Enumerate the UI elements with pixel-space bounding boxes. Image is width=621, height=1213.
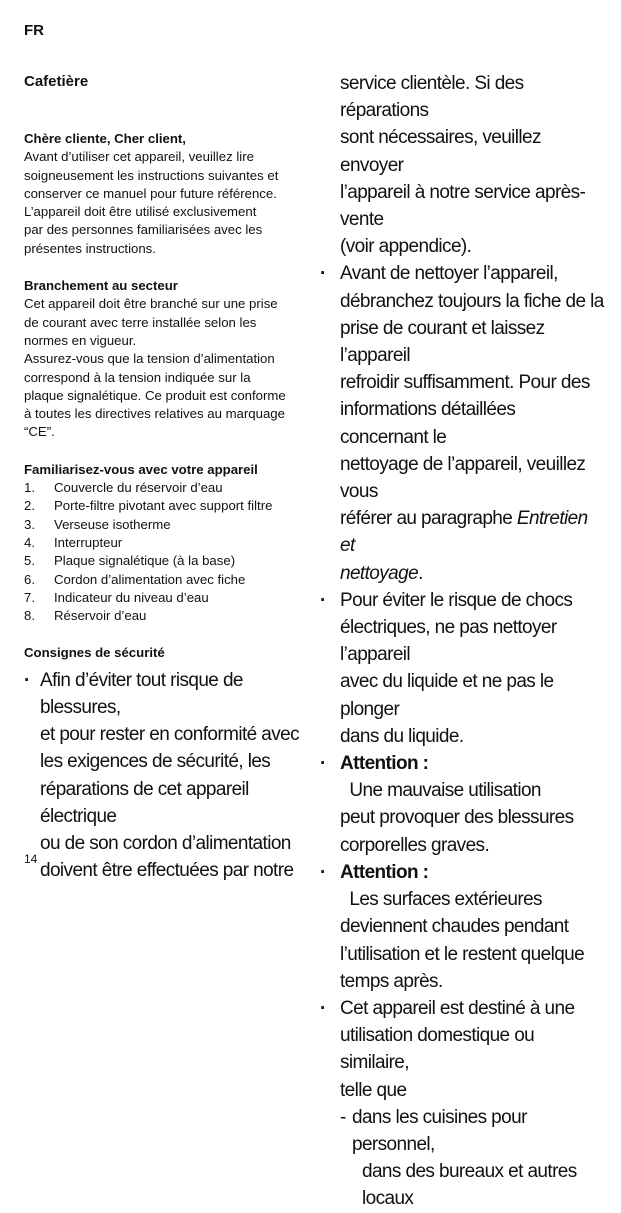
safety-bullet-cleaning	[320, 260, 605, 586]
bullet-icon: ·	[320, 589, 326, 611]
bullet-line: refroidir suffisamment. Pour des	[340, 372, 590, 394]
bullet-line: l’appareil à notre service après-vente	[340, 181, 586, 231]
intro-heading: Chère cliente, Cher client,	[24, 131, 186, 146]
bullet-line: débranchez toujours la fiche de la	[340, 290, 604, 312]
branchement-line: à toutes les directives relatives au marquage	[24, 406, 285, 422]
text-fragment: .	[418, 562, 423, 584]
intro-line: conserver ce manuel pour future référence.	[24, 185, 277, 201]
bullet-line	[340, 505, 605, 559]
bullet-line: telle que	[340, 1079, 407, 1101]
item-number: 7.	[24, 589, 35, 605]
bullet-line: utilisation domestique ou similaire,	[340, 1025, 535, 1074]
list-item	[24, 607, 309, 625]
bullet-line: Pour éviter le risque de chocs	[340, 589, 573, 611]
branchement-line: de courant avec terre installée selon les	[24, 314, 257, 330]
bullet-line: les exigences de sécurité, les	[40, 751, 271, 773]
item-text: Réservoir d’eau	[54, 608, 147, 624]
intro-line: L’appareil doit être utilisé exclusivement	[24, 204, 257, 220]
bullet-line: nettoyage de l’appareil, veuillez vous	[340, 453, 586, 503]
item-text: Indicateur du niveau d’eau	[54, 589, 209, 605]
bullet-icon: ·	[320, 997, 326, 1019]
bullet-line: dans des bureaux et autres locaux	[362, 1161, 577, 1210]
bullet-line: avec du liquide et ne pas le plonger	[340, 671, 554, 720]
branchement-line: Cet appareil doit être branché sur une prise	[24, 296, 278, 312]
bullet-icon: ·	[320, 753, 326, 775]
safety-bullet-domestic-use	[320, 995, 605, 1104]
attention-label: Attention :	[340, 861, 429, 883]
intro-line: Avant d’utiliser cet appareil, veuillez lire	[24, 149, 254, 165]
branchement-line: Assurez-vous que la tension d’alimentation	[24, 351, 275, 367]
bullet-line: électriques, ne pas nettoyer l’appareil	[340, 617, 557, 666]
intro-line: présentes instructions.	[24, 240, 156, 256]
attention-label: Attention :	[340, 753, 429, 775]
list-item	[24, 552, 309, 570]
list-item	[24, 497, 309, 515]
bullet-line: informations détaillées concernant le	[340, 399, 516, 448]
bullet-icon: ·	[320, 861, 326, 883]
bullet-line: corporelles graves.	[340, 834, 490, 856]
text-fragment: Une mauvaise utilisation	[340, 780, 541, 802]
bullet-line	[340, 750, 605, 804]
item-number: 1.	[24, 480, 35, 496]
parts-list	[24, 479, 309, 625]
page-number: 14	[24, 852, 38, 866]
intro-line: par des personnes familiarisées avec les	[24, 222, 263, 238]
list-item	[24, 589, 309, 607]
left-column	[24, 130, 309, 884]
branchement-line: plaque signalétique. Ce produit est conforme	[24, 387, 286, 403]
item-number: 6.	[24, 571, 35, 587]
bullet-line: deviennent chaudes pendant	[340, 916, 569, 938]
page-title: Cafetière	[24, 73, 89, 90]
safety-bullet-shock	[320, 587, 605, 750]
bullet-line: réparations de cet appareil électrique	[40, 778, 249, 827]
language-code: FR	[24, 22, 44, 39]
item-number: 8.	[24, 608, 35, 624]
bullet-line: ou de son cordon d’alimentation	[40, 832, 291, 854]
list-item	[24, 516, 309, 534]
text-fragment: Les surfaces extérieures	[340, 889, 542, 911]
right-column	[320, 70, 605, 1213]
branchement-line: “CE”.	[24, 424, 55, 440]
bullet-line: (voir appendice).	[340, 236, 472, 258]
item-text: Cordon d’alimentation avec fiche	[54, 571, 246, 587]
bullet-line: sont nécessaires, veuillez envoyer	[340, 127, 541, 176]
item-text: Couvercle du réservoir d’eau	[54, 480, 223, 496]
bullet-icon: ·	[320, 263, 326, 285]
bullet-line: dans du liquide.	[340, 725, 464, 747]
text-fragment: référer au paragraphe	[340, 508, 517, 530]
bullet-line: temps après.	[340, 970, 443, 992]
list-item	[24, 571, 309, 589]
intro-line: soigneusement les instructions suivantes et	[24, 167, 279, 183]
parts-heading: Familiarisez-vous avec votre appareil	[24, 461, 258, 477]
safety-bullet-hot-surfaces	[320, 859, 605, 995]
bullet-line: doivent être effectuées par notre	[40, 860, 294, 882]
safety-bullet-misuse	[320, 750, 605, 859]
bullet-line: Afin d’éviter tout risque de blessures,	[40, 669, 243, 718]
bullet-line: l’utilisation et le restent quelque	[340, 943, 585, 965]
bullet-line: service clientèle. Si des réparations	[340, 73, 524, 122]
bullet-icon: ·	[24, 669, 30, 691]
branchement-heading: Branchement au secteur	[24, 278, 178, 294]
bullet-line: prise de courant et laissez l’appareil	[340, 317, 545, 367]
item-text: Plaque signalétique (à la base)	[54, 553, 236, 569]
item-number: 5.	[24, 553, 35, 569]
branchement-line: correspond à la tension indiquée sur la	[24, 369, 251, 385]
list-item	[24, 479, 309, 497]
item-text: Porte-filtre pivotant avec support filtre	[54, 498, 273, 514]
item-number: 4.	[24, 534, 35, 550]
section-reference: nettoyage	[340, 562, 419, 584]
safety-heading: Consignes de sécurité	[24, 645, 165, 661]
branchement-line: normes en vigueur.	[24, 332, 137, 348]
repairs-continuation	[320, 70, 605, 260]
bullet-line: Avant de nettoyer l’appareil,	[340, 263, 558, 285]
list-item	[24, 534, 309, 552]
bullet-line: et pour rester en conformité avec	[40, 724, 300, 746]
bullet-line	[340, 560, 605, 587]
bullet-line: dans les cuisines pour personnel,	[352, 1106, 527, 1155]
dash-marker: -	[340, 1106, 346, 1128]
sub-item	[320, 1104, 605, 1213]
item-text: Interrupteur	[54, 534, 123, 550]
item-number: 3.	[24, 516, 35, 532]
bullet-line	[340, 859, 605, 913]
item-number: 2.	[24, 498, 35, 514]
bullet-line: peut provoquer des blessures	[340, 807, 574, 829]
bullet-line: Cet appareil est destiné à une	[340, 997, 575, 1019]
section-reference: Entretien et	[340, 508, 588, 557]
item-text: Verseuse isotherme	[54, 516, 171, 532]
safety-bullet-repairs	[24, 667, 309, 885]
